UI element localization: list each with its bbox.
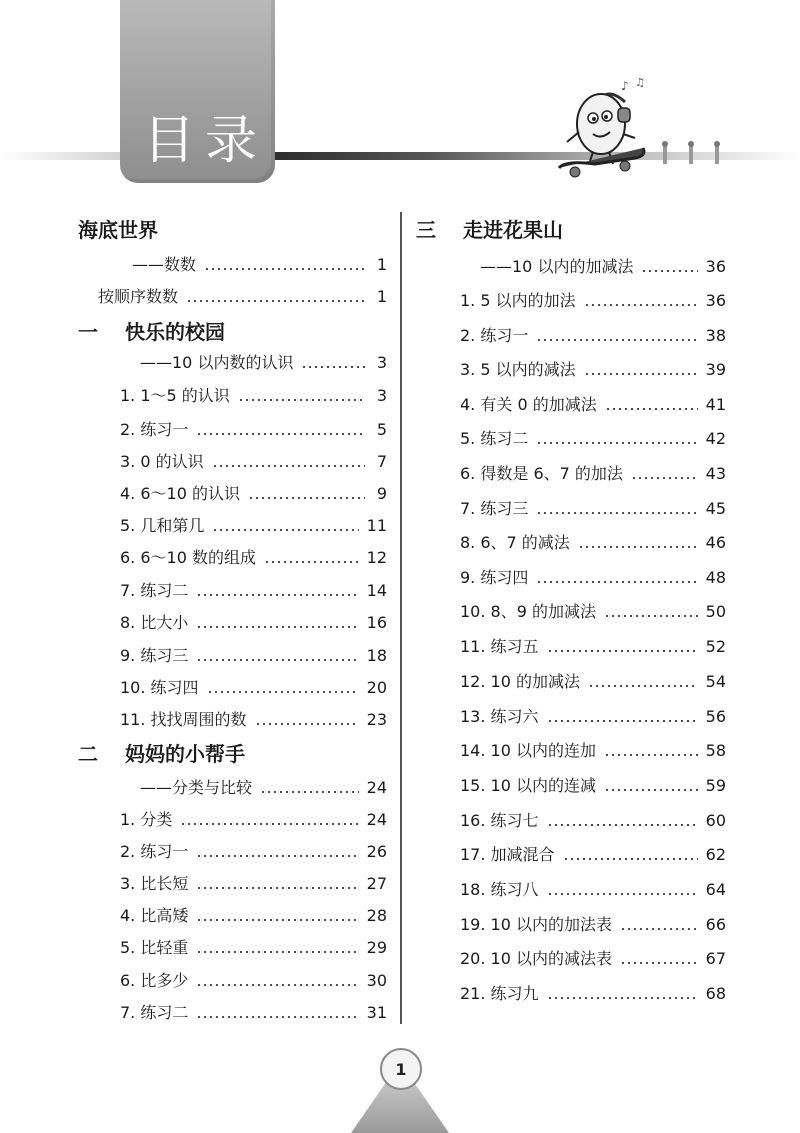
- toc-unit-heading[interactable]: [78, 316, 225, 348]
- toc-entry-page: 24: [366, 778, 387, 797]
- toc-entry-label: 1. 5 以内的加法: [460, 291, 576, 310]
- toc-entry-label: 15. 10 以内的连减: [460, 776, 596, 795]
- toc-entry-page: 27: [366, 874, 387, 893]
- dot-leader: [301, 366, 365, 368]
- toc-entry[interactable]: [460, 355, 726, 385]
- toc-entry-page: 3: [376, 353, 387, 372]
- dot-leader: [196, 919, 358, 921]
- toc-entry-label: ——10 以内数的认识: [140, 353, 294, 372]
- toc-entry-page: 58: [705, 741, 726, 760]
- dot-leader: [563, 858, 698, 860]
- dot-leader: [196, 433, 365, 435]
- toc-entry[interactable]: [460, 979, 726, 1009]
- column-divider: [400, 212, 402, 1024]
- toc-entry-page: 36: [705, 291, 726, 310]
- toc-entry-label: 10. 练习四: [120, 678, 199, 697]
- toc-entry[interactable]: [460, 910, 726, 940]
- toc-entry-page: 31: [366, 1003, 387, 1022]
- toc-entry[interactable]: [120, 381, 387, 411]
- toc-entry-label: 10. 8、9 的加减法: [460, 602, 596, 621]
- toc-entry-page: 1: [376, 287, 387, 306]
- dot-leader: [204, 268, 365, 270]
- toc-entry-page: 39: [705, 360, 726, 379]
- toc-entry-page: 12: [366, 548, 387, 567]
- header-rule-left: [0, 152, 130, 160]
- dot-leader: [212, 465, 365, 467]
- toc-entry[interactable]: [140, 348, 387, 378]
- toc-entry-label: ——数数: [132, 255, 197, 274]
- dot-leader: [547, 650, 698, 652]
- toc-entry-page: 54: [705, 672, 726, 691]
- toc-entry-label: 7. 练习三: [460, 499, 529, 518]
- svg-text:♫: ♫: [635, 76, 645, 89]
- toc-entry-label: 9. 练习四: [460, 568, 529, 587]
- toc-part-heading[interactable]: [78, 214, 158, 246]
- dot-leader: [604, 789, 698, 791]
- toc-entry-label: 1. 分类: [120, 810, 173, 829]
- toc-entry-page: 42: [705, 429, 726, 448]
- toc-entry[interactable]: [460, 459, 726, 489]
- dot-leader: [547, 824, 698, 826]
- dot-leader: [186, 300, 365, 302]
- toc-entry-label: 6. 6～10 数的组成: [120, 548, 256, 567]
- toc-entry[interactable]: [120, 415, 387, 445]
- toc-entry[interactable]: [120, 869, 387, 899]
- dot-leader: [536, 442, 697, 444]
- toc-entry-page: 68: [705, 984, 726, 1003]
- dot-leader: [248, 497, 365, 499]
- toc-entry-page: 29: [366, 938, 387, 957]
- dot-leader: [578, 546, 698, 548]
- toc-entry[interactable]: [460, 875, 726, 905]
- toc-entry[interactable]: [460, 736, 726, 766]
- toc-entry[interactable]: [480, 252, 726, 282]
- toc-entry[interactable]: [460, 944, 726, 974]
- toc-entry-label: 2. 练习一: [460, 326, 529, 345]
- dot-leader: [584, 373, 698, 375]
- toc-entry-page: 59: [705, 776, 726, 795]
- toc-entry-page: 66: [705, 915, 726, 934]
- toc-entry-label: 4. 6～10 的认识: [120, 484, 240, 503]
- toc-entry[interactable]: [140, 773, 387, 803]
- toc-unit-title: 快乐的校园: [124, 320, 225, 344]
- toc-entry-label: 8. 比大小: [120, 613, 189, 632]
- dot-leader: [605, 408, 698, 410]
- toc-entry-page: 23: [366, 710, 387, 729]
- dot-leader: [264, 561, 359, 563]
- toc-entry-page: 5: [376, 420, 387, 439]
- dot-leader: [260, 791, 359, 793]
- toc-entry[interactable]: [120, 805, 387, 835]
- dot-leader: [212, 529, 358, 531]
- toc-entry[interactable]: [120, 673, 387, 703]
- toc-entry[interactable]: [120, 479, 387, 509]
- toc-entry-page: 20: [366, 678, 387, 697]
- toc-unit-number: 三: [416, 218, 436, 242]
- toc-entry-label: 6. 得数是 6、7 的加法: [460, 464, 623, 483]
- toc-entry-page: 45: [705, 499, 726, 518]
- dot-leader: [180, 823, 358, 825]
- toc-entry-label: 9. 练习三: [120, 646, 189, 665]
- toc-entry-page: 1: [376, 255, 387, 274]
- toc-entry-label: 12. 10 的加减法: [460, 672, 580, 691]
- toc-entry-page: 41: [705, 395, 726, 414]
- toc-entry-page: 67: [705, 949, 726, 968]
- toc-entry-page: 38: [705, 326, 726, 345]
- toc-unit-title: 妈妈的小帮手: [124, 742, 245, 766]
- toc-entry[interactable]: [460, 390, 726, 420]
- toc-entry-page: 43: [705, 464, 726, 483]
- toc-entry-label: 3. 0 的认识: [120, 452, 204, 471]
- toc-entry[interactable]: [120, 543, 387, 573]
- toc-entry-label: 2. 练习一: [120, 842, 189, 861]
- toc-entry[interactable]: [460, 702, 726, 732]
- dot-leader: [196, 855, 358, 857]
- toc-entry-page: 62: [705, 845, 726, 864]
- toc-entry[interactable]: [120, 998, 387, 1028]
- toc-entry[interactable]: [120, 837, 387, 867]
- toc-entry-page: 36: [705, 257, 726, 276]
- toc-entry-page: 48: [705, 568, 726, 587]
- dot-leader: [641, 270, 697, 272]
- toc-entry-label: 7. 练习二: [120, 1003, 189, 1022]
- toc-entry[interactable]: [98, 282, 387, 312]
- toc-entry[interactable]: [460, 806, 726, 836]
- toc-entry-label: 3. 5 以内的减法: [460, 360, 576, 379]
- page-number: 1: [380, 1048, 422, 1090]
- toc-entry-label: 7. 练习二: [120, 581, 189, 600]
- toc-entry-page: 11: [366, 516, 387, 535]
- toc-entry-label: 18. 练习八: [460, 880, 539, 899]
- toc-entry-page: 52: [705, 637, 726, 656]
- dot-leader: [631, 477, 698, 479]
- toc-entry-label: ——分类与比较: [140, 778, 253, 797]
- toc-entry-label: 20. 10 以内的减法表: [460, 949, 612, 968]
- dot-leader: [196, 887, 358, 889]
- dot-leader: [536, 339, 697, 341]
- toc-entry-page: 46: [705, 533, 726, 552]
- toc-entry[interactable]: [120, 608, 387, 638]
- toc-entry-label: 19. 10 以内的加法表: [460, 915, 612, 934]
- toc-entry-page: 28: [366, 906, 387, 925]
- toc-entry-page: 7: [376, 452, 387, 471]
- toc-entry-label: 5. 比轻重: [120, 938, 189, 957]
- toc-entry[interactable]: [120, 641, 387, 671]
- toc-entry-page: 18: [366, 646, 387, 665]
- toc-entry[interactable]: [120, 705, 387, 735]
- toc-entry-page: 9: [376, 484, 387, 503]
- toc-entry-label: 5. 几和第几: [120, 516, 205, 535]
- toc-entry-label: 13. 练习六: [460, 707, 539, 726]
- toc-entry[interactable]: [132, 250, 387, 280]
- toc-entry-page: 26: [366, 842, 387, 861]
- toc-entry-page: 3: [376, 386, 387, 405]
- toc-entry[interactable]: [120, 576, 387, 606]
- toc-entry[interactable]: [460, 667, 726, 697]
- dot-leader: [255, 723, 359, 725]
- dot-leader: [238, 399, 365, 401]
- toc-entry-page: 60: [705, 811, 726, 830]
- toc-entry-page: 14: [366, 581, 387, 600]
- dot-leader: [196, 594, 358, 596]
- toc-entry-label: 4. 比高矮: [120, 906, 189, 925]
- toc-entry-label: 按顺序数数: [98, 287, 179, 306]
- toc-unit-title: 走进花果山: [462, 218, 563, 242]
- toc-entry-label: 3. 比长短: [120, 874, 189, 893]
- dot-leader: [620, 928, 698, 930]
- toc-entry-label: 4. 有关 0 的加减法: [460, 395, 597, 414]
- toc-entry-label: 2. 练习一: [120, 420, 189, 439]
- dot-leader: [196, 626, 358, 628]
- toc-entry-label: 17. 加减混合: [460, 845, 555, 864]
- dot-leader: [547, 997, 698, 999]
- dot-leader: [584, 304, 698, 306]
- toc-entry-label: 16. 练习七: [460, 811, 539, 830]
- toc-entry[interactable]: [460, 840, 726, 870]
- toc-unit-heading[interactable]: [78, 738, 245, 770]
- toc-entry-page: 30: [366, 971, 387, 990]
- dot-leader: [604, 754, 698, 756]
- dot-leader: [620, 962, 698, 964]
- toc-entry[interactable]: [120, 447, 387, 477]
- toc-entry[interactable]: [460, 494, 726, 524]
- toc-part-title: 海底世界: [78, 218, 158, 242]
- dot-leader: [196, 951, 358, 953]
- toc-entry[interactable]: [460, 424, 726, 454]
- toc-unit-heading[interactable]: [416, 214, 563, 246]
- toc-entry-page: 24: [366, 810, 387, 829]
- toc-entry[interactable]: [460, 321, 726, 351]
- toc-entry-label: 8. 6、7 的减法: [460, 533, 570, 552]
- dot-leader: [207, 691, 359, 693]
- toc-entry-page: 64: [705, 880, 726, 899]
- toc-entry[interactable]: [460, 771, 726, 801]
- toc-entry-page: 16: [366, 613, 387, 632]
- toc-entry-label: 1. 1～5 的认识: [120, 386, 230, 405]
- skateboard-egg-mascot-icon: [555, 72, 735, 187]
- toc-entry[interactable]: [120, 901, 387, 931]
- toc-entry[interactable]: [120, 511, 387, 541]
- dot-leader: [196, 659, 358, 661]
- dot-leader: [547, 720, 698, 722]
- dot-leader: [536, 512, 697, 514]
- toc-entry[interactable]: [460, 597, 726, 627]
- dot-leader: [196, 984, 358, 986]
- dot-leader: [536, 581, 697, 583]
- dot-leader: [547, 893, 698, 895]
- toc-entry-label: 11. 练习五: [460, 637, 539, 656]
- toc-entry-label: 11. 找找周围的数: [120, 710, 247, 729]
- dot-leader: [196, 1016, 358, 1018]
- toc-entry[interactable]: [460, 632, 726, 662]
- toc-unit-number: 一: [78, 320, 98, 344]
- toc-entry[interactable]: [460, 563, 726, 593]
- toc-entry-label: ——10 以内的加减法: [480, 257, 634, 276]
- toc-entry-label: 6. 比多少: [120, 971, 189, 990]
- toc-entry-page: 50: [705, 602, 726, 621]
- dot-leader: [588, 685, 698, 687]
- toc-entry-label: 5. 练习二: [460, 429, 529, 448]
- toc-entry[interactable]: [460, 528, 726, 558]
- toc-unit-number: 二: [78, 742, 98, 766]
- toc-entry[interactable]: [120, 933, 387, 963]
- toc-entry-label: 14. 10 以内的连加: [460, 741, 596, 760]
- svg-text:♪: ♪: [621, 79, 629, 93]
- dot-leader: [604, 615, 698, 617]
- toc-entry[interactable]: [460, 286, 726, 316]
- page-title: 目录: [143, 111, 268, 171]
- toc-entry-label: 21. 练习九: [460, 984, 539, 1003]
- toc-entry-page: 56: [705, 707, 726, 726]
- toc-entry[interactable]: [120, 966, 387, 996]
